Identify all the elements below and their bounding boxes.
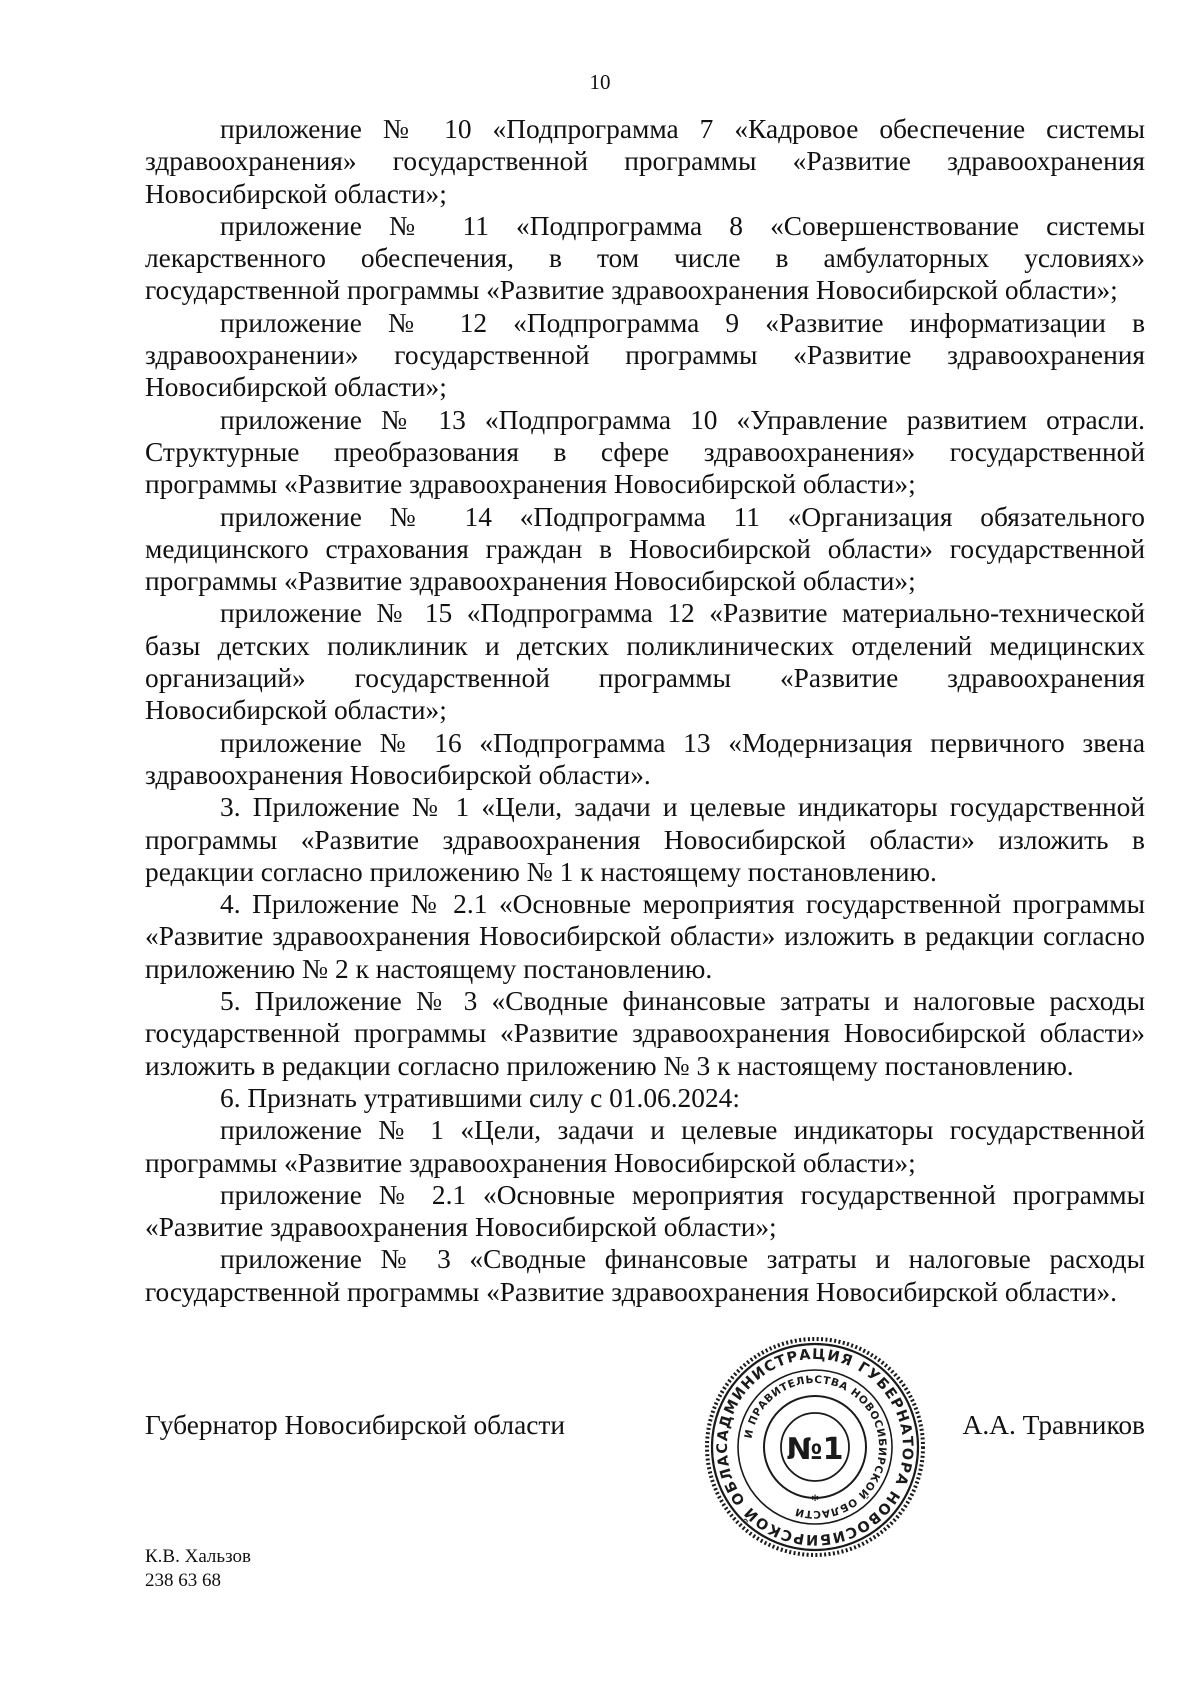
- seal-outer-text: АДМИНИСТРАЦИЯ ГУБЕРНАТОРА НОВОСИБИРСКОЙ ОБЛАС: [714, 1346, 916, 1548]
- executor-phone: 238 63 68: [145, 1570, 221, 1591]
- paragraph-item-4: 4. Приложение № 2.1 «Основные мероприятия государственной программы «Развитие здравоохранения Новосибирской области» изложить в редакции согласно приложению № 2 к настоящему постановлению.: [145, 889, 1145, 984]
- executor-name: К.В. Хальзов: [145, 1546, 251, 1567]
- seal-number: №1: [786, 1432, 844, 1467]
- paragraph-item-6: 6. Признать утратившими силу с 01.06.2024:: [220, 1082, 740, 1113]
- page-number: 10: [589, 70, 611, 94]
- paragraph-appendix-13: приложение № 13 «Подпрограмма 10 «Управление развитием отрасли. Структурные преобразования в сфере здравоохранения» государственной программы «Развитие здравоохранения Новосибирской области»;: [145, 404, 1145, 500]
- official-seal: [703, 1335, 927, 1559]
- paragraph-appendix-16: приложение № 16 «Подпрограмма 13 «Модернизация первичного звена здравоохранения Новосибирской области».: [145, 727, 1145, 790]
- paragraph-appendix-12: приложение № 12 «Подпрограмма 9 «Развитие информатизации в здравоохранении» государственной программы «Развитие здравоохранения Новосибирской области»;: [145, 307, 1145, 403]
- executor-block: [145, 1545, 251, 1593]
- seal-star: *: [811, 1493, 819, 1509]
- paragraph-item-5: 5. Приложение № 3 «Сводные финансовые затраты и налоговые расходы государственной программы «Развитие здравоохранения Новосибирской области» изложить в редакции согласно приложению № 3 к настоящему постановлению.: [145, 986, 1145, 1081]
- seal-inner-text: И ПРАВИТЕЛЬСТВА НОВОСИБИРСКОЙ ОБЛАСТИ: [742, 1373, 889, 1521]
- paragraph-appendix-15: приложение № 15 «Подпрограмма 12 «Развитие материально-технической базы детских поликлиник и детских поликлинических отделений медицинских организаций» государственной программы «Развитие здравоохранения Новосибирской области»;: [145, 598, 1145, 726]
- signatory-position: Губернатор Новосибирской области: [145, 1410, 566, 1440]
- paragraph-appendix-14: приложение № 14 «Подпрограмма 11 «Организация обязательного медицинского страхования граждан в Новосибирской области» государственной программы «Развитие здравоохранения Новосибирской области»;: [145, 501, 1145, 597]
- signatory-name: А.А. Травников: [962, 1410, 1145, 1440]
- paragraph-item-3: 3. Приложение № 1 «Цели, задачи и целевые индикаторы государственной программы «Развитие здравоохранения Новосибирской области» изложить в редакции согласно приложению № 1 к настоящему постановлению.: [145, 792, 1145, 887]
- paragraph-appendix-10: приложение № 10 «Подпрограмма 7 «Кадровое обеспечение системы здравоохранения» государственной программы «Развитие здравоохранения Новосибирской области»;: [145, 114, 1145, 209]
- document-body: [145, 113, 1145, 1308]
- paragraph-repealed-appendix-2-1: приложение № 2.1 «Основные мероприятия государственной программы «Развитие здравоохранения Новосибирской области»;: [145, 1179, 1145, 1243]
- signature-block: [145, 1409, 1145, 1449]
- paragraph-appendix-11: приложение № 11 «Подпрограмма 8 «Совершенствование системы лекарственного обеспечения, в том числе в амбулаторных условиях» государственной программы «Развитие здравоохранения Новосибирской области»;: [145, 210, 1145, 306]
- paragraph-repealed-appendix-3: приложение № 3 «Сводные финансовые затраты и налоговые расходы государственной программы «Развитие здравоохранения Новосибирской области».: [145, 1244, 1145, 1307]
- paragraph-repealed-appendix-1: приложение № 1 «Цели, задачи и целевые индикаторы государственной программы «Развитие здравоохранения Новосибирской области»;: [145, 1115, 1145, 1178]
- seal-graphic: [703, 1335, 927, 1559]
